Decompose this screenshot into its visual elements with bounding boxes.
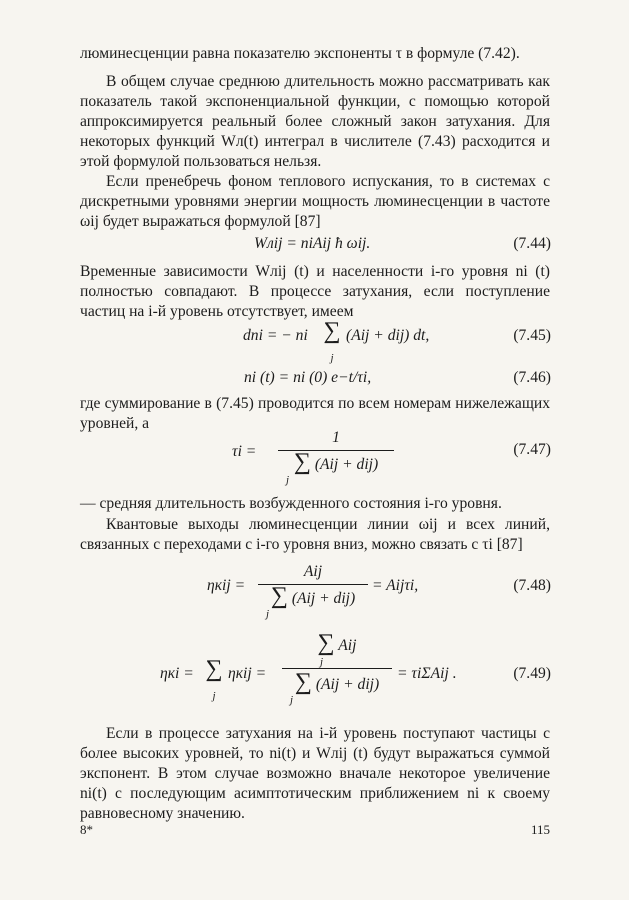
equation-7-49-numerator: Aij — [338, 637, 357, 654]
equation-7-49-lhs: ηкi = — [160, 665, 194, 682]
equation-7-48-number: (7.48) — [513, 577, 551, 594]
equation-7-49-outer-sum — [204, 658, 224, 706]
sigma-symbol: ∑ — [323, 318, 341, 344]
equation-7-48-denominator-row — [258, 585, 368, 609]
equation-7-47-sum-index: j — [286, 474, 290, 486]
equation-7-48-numerator: Aij — [258, 562, 368, 585]
equation-7-48-sum-index: j — [266, 608, 270, 620]
equation-7-48-fraction — [258, 562, 368, 619]
equation-7-49-fraction — [282, 632, 392, 705]
equation-7-47-denominator-row — [278, 451, 394, 475]
equation-7-47-numerator: 1 — [278, 428, 394, 451]
equation-7-45-lhs: dni = − ni — [243, 327, 308, 344]
equation-7-47-denominator: (Aij + dij) — [314, 456, 379, 473]
signature-mark: 8* — [80, 822, 93, 837]
equation-7-45-rhs: (Aij + dij) dt, — [346, 327, 430, 344]
equation-7-49-numerator-row — [282, 632, 392, 656]
paragraph-4: Временные зависимости Wлij (t) и населенности i-го уровня ni (t) полностью совпадают. В процессе затухания, если поступление частиц на i-й уровень отсутствует, имеем — [80, 263, 550, 320]
equation-7-45-number: (7.45) — [513, 327, 551, 344]
equation-7-48-rhs: = Aijτi, — [372, 577, 419, 594]
equation-7-44-formula: Wлij = niAij ħ ωij. — [254, 235, 371, 252]
paragraph-1: люминесценции равна показателю экспоненты τ в формуле (7.42). — [80, 45, 520, 62]
sigma-symbol: ∑ — [270, 583, 288, 609]
equation-7-49-numerator-index: j — [282, 656, 392, 669]
paragraph-3: Если пренебречь фоном теплового испускания, то в системах с дискретными уровнями энергии мощность люминесценции в частоте ωij будет выражаться формулой [87] — [80, 173, 550, 230]
paragraph-6: — средняя длительность возбужденного состояния i-го уровня. — [80, 495, 502, 512]
equation-7-48-lhs: ηкij = — [207, 577, 246, 594]
equation-7-49-outer-sum-index: j — [212, 690, 216, 702]
sigma-symbol: ∑ — [205, 656, 223, 682]
equation-7-49-number: (7.49) — [513, 665, 551, 682]
equation-7-47-lhs: τi = — [232, 443, 257, 460]
equation-7-49-denominator-row — [282, 669, 392, 695]
equation-7-47-fraction — [278, 428, 394, 485]
page-number: 115 — [530, 822, 550, 837]
sigma-symbol: ∑ — [294, 669, 312, 695]
equation-7-49-mid: ηкij = — [228, 665, 267, 682]
paragraph-2: В общем случае среднюю длительность можно рассматривать как показатель такой экспоненциальной функции, с помощью которой аппроксимируется реальный более сложный закон затухания. Для некоторых функций Wл(t) интеграл в числителе (7.43) расходится и этой формулой пользоваться нельзя. — [80, 73, 550, 170]
equation-7-44-number: (7.44) — [513, 235, 551, 252]
equation-7-49-denominator: (Aij + dij) — [315, 676, 380, 693]
equation-7-49-denominator-index: j — [290, 694, 294, 706]
equation-7-46-number: (7.46) — [513, 369, 551, 386]
equation-7-46-formula: ni (t) = ni (0) e−t/τi, — [244, 369, 372, 386]
equation-7-49 — [0, 632, 629, 718]
equation-7-47-number: (7.47) — [513, 441, 551, 458]
sigma-symbol: ∑ — [317, 630, 335, 656]
paragraph-8: Если в процессе затухания на i-й уровень поступают частицы с более высоких уровней, то ni(t) и Wлij (t) будут выражаться суммой экспонент. В этом случае возможно вначале некоторое увеличение ni(t) с последующим асимптотическим приближением ni к своему равновесному значению. — [80, 725, 550, 822]
paragraph-5: где суммирование в (7.45) проводится по всем номерам нижележащих уровней, а — [80, 395, 550, 432]
equation-7-48 — [0, 562, 629, 628]
sigma-symbol: ∑ — [293, 449, 311, 475]
equation-7-47 — [0, 428, 629, 490]
paragraph-7: Квантовые выходы люминесценции линии ωij и всех линий, связанных с переходами с i-го уровня вниз, можно связать с τi [87] — [80, 516, 550, 553]
equation-7-48-denominator: (Aij + dij) — [291, 590, 356, 607]
equation-7-49-rhs: = τiΣAij . — [397, 665, 457, 682]
equation-7-45-sum — [322, 320, 342, 368]
equation-7-45-sum-index: j — [330, 352, 334, 364]
